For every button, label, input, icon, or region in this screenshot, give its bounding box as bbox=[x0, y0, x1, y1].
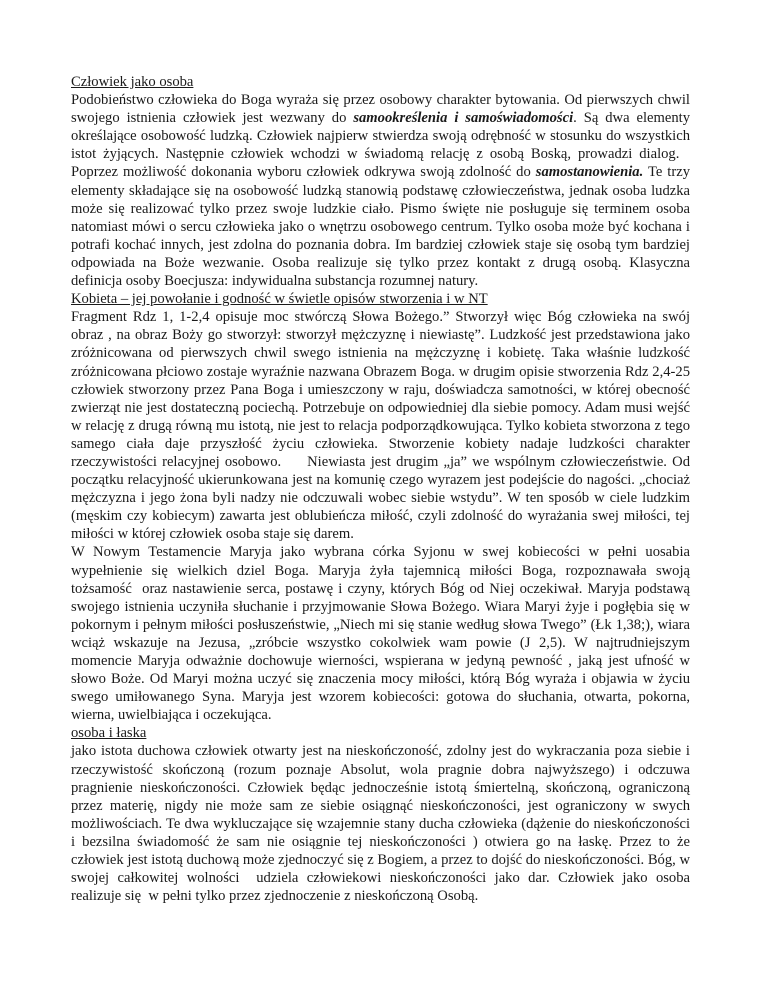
emphasis-samostanowienia: samostanowienia. bbox=[535, 164, 644, 181]
emphasis-samookreslenia: samookreślenia i samoświadomości bbox=[353, 110, 574, 127]
section-heading-czlowiek-jako-osoba: Człowiek jako osoba bbox=[71, 74, 194, 90]
paragraph-kobieta-maryja: W Nowym Testamencie Maryja jako wybrana córka Syjonu w swej kobiecości w pełni uosabia wypełnienie się wielkich dziel Boga. Maryja żyła tajemnicą miłości Boga, rozpoznawała swoją tożsamość oraz nastawienie serca, postawę i czyny, których Bóg od Niej oczekiwał. Maryja podstawą swojego istnienia uczyniła słuchanie i przyjmowanie Słowa Bożego. Wiara Maryi żyje i pogłębia się w pokornym i pełnym miłości posłuszeństwie, „Niech mi się stanie według słowa Twego” (Łk 1,38;), wiara wciąż wskazuje na Jezusa, „zróbcie wszystko cokolwiek wam powie (J 2,5). W najtrudniejszym momencie Maryja odważnie dochowuje wierności, wspierana w jedyną pewność , jaką jest ufność w słowo Boże. Od Maryi można uczyć się znaczenia mocy miłości, którą Bóg wyraża i objawia w życiu swego umiłowanego Syna. Maryja jest wzorem kobiecości: gotowa do słuchania, otwarta, pokorna, wierna, uwielbiająca i oczekująca. bbox=[71, 544, 690, 724]
section-heading-osoba-i-laska: osoba i łaska bbox=[71, 725, 147, 742]
text-run: Podobieństwo człowieka do Boga wyraża się przez osobowy charakter bytowania. Od pierwszych chwil swojego istnienia człowiek jest wezwany do bbox=[71, 92, 690, 127]
paragraph-czlowiek-jako-osoba bbox=[71, 91, 690, 290]
document-page bbox=[71, 73, 690, 905]
paragraph-kobieta-stworzenie: Fragment Rdz 1, 1-2,4 opisuje moc stwórczą Słowa Bożego.” Stworzył więc Bóg człowieka na swój obraz , na obraz Boży go stworzył: stworzył mężczyznę i niewiastę”. Ludzkość jest przedstawiona jako zróżnicowana od pierwszych chwil swego istnienia na mężczyznę i kobietę. Taka właśnie ludzkość zróżnicowana płciowo zostaje wyraźnie nazwana Obrazem Boga. w drugim opisie stworzenia Rdz 2,4-25 człowiek stworzony przez Pana Boga i umieszczony w raju, doświadcza samotności, w której obecność zwierząt nie jest dostateczną pociechą. Potrzebuje on odpowiedniej dla siebie pomocy. Adam musi wejść w relację z drugą równą mu istotą, nie jest to relacja podporządkowująca. Tylko kobieta stworzona z tego samego ciała daje przyszłość życiu człowieka. Stworzenie kobiety nadaje ludzkości charakter rzeczywistości relacyjnej osobowo. Niewiasta jest drugim „ja” we wspólnym człowieczeństwie. Od początku relacyjność ukierunkowana jest na komunię czego wyrazem jest podejście do nagości. „chociaż mężczyzna i jego żona byli nadzy nie odczuwali wobec siebie wstydu”. W ten sposób w ciele ludzkim (męskim czy kobiecym) zawarta jest oblubieńcza miłość, czyli zdolność do wyrażania swej miłości, tej miłości w której człowiek osoba staje się darem. bbox=[71, 309, 690, 543]
text-run: Te trzy elementy składające się na osobowość ludzką stanowią podstawę człowieczeństwa, jednak osoba ludzka może się realizować tylko przez swoje ludzkie ciało. Pismo święte nie posługuje się terminem osoba natomiast mówi o sercu człowieka jako o wnętrzu osobowego centrum. Tylko osoba może być kochana i potrafi kochać innych, jest zdolna do poznania dobra. Im bardziej człowiek staje się osobą tym bardziej odpowiada na Boże wezwanie. Osoba realizuje się tylko przez kontakt z drugą osobą. Klasyczna definicja osoby Boecjusza: indywidualna substancja rozumnej natury. bbox=[71, 164, 690, 290]
text-run: . Są dwa elementy określające osobowość ludzką. Człowiek najpierw stwierdza swoją odrębność w stosunku do wszystkich istot żyjących. Następnie człowiek wchodzi w świadomą relację z osobą Boską, prowadzi dialog. Poprzez możliwość dokonania wyboru człowiek odkrywa swoją zdolność do bbox=[71, 110, 690, 181]
section-heading-kobieta: Kobieta – jej powołanie i godność w świetle opisów stworzenia i w NT bbox=[71, 291, 488, 308]
paragraph-osoba-i-laska: jako istota duchowa człowiek otwarty jest na nieskończoność, zdolny jest do wykraczania poza siebie i rzeczywistość skończoną (rozum poznaje Absolut, wola pragnie dobra najwyższego) i odczuwa pragnienie nieskończoności. Człowiek będąc jednocześnie istotą śmiertelną, skończoną, ograniczoną przez materię, nigdy nie może sam ze siebie osiągnąć nieskończoności, jest ograniczony w swych możliwościach. Te dwa wykluczające się wzajemnie stany ducha człowieka (dążenie do nieskończoności i bezsilna świadomość że sam nie osiągnie tej nieskończoności ) otwiera go na łaskę. Przez to że człowiek jest istotą duchową może zjednoczyć się z Bogiem, a przez to dojść do nieskończoności. Bóg, w swojej całkowitej wolności udziela człowiekowi nieskończoności jako dar. Człowiek jako osoba realizuje się w pełni tylko przez zjednoczenie z nieskończoną Osobą. bbox=[71, 743, 690, 905]
